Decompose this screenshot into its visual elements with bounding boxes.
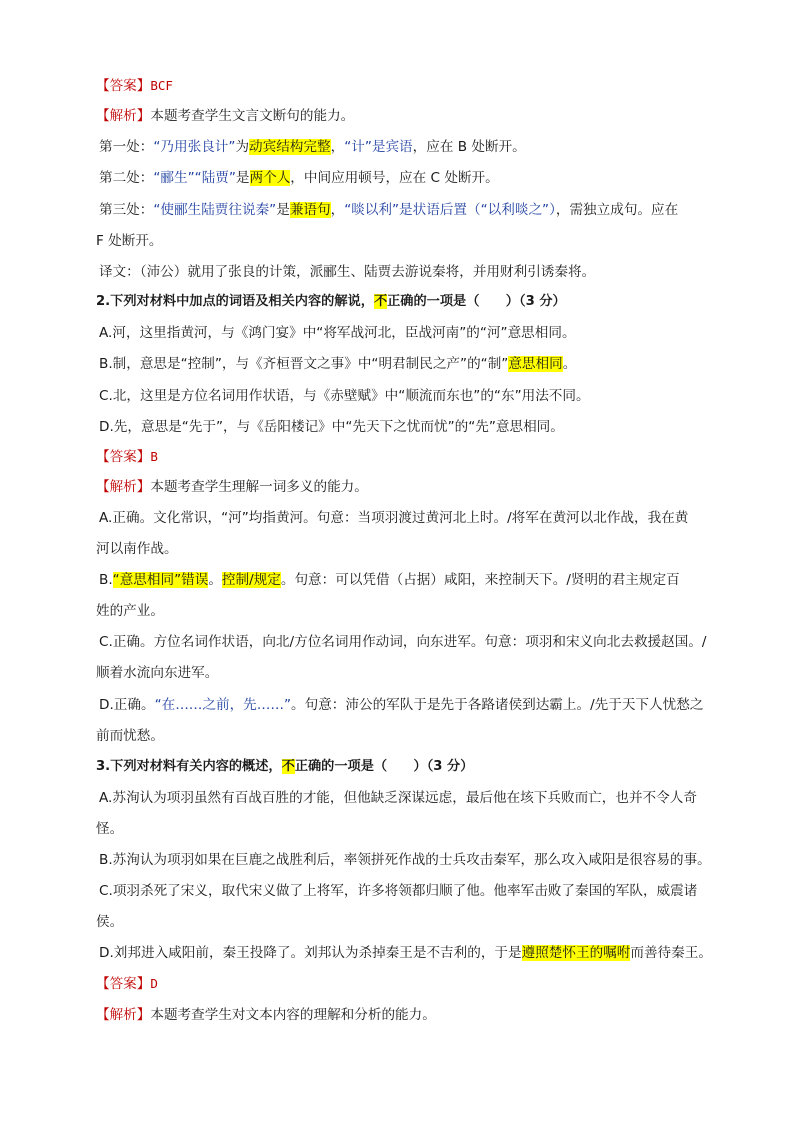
text-segment: D.刘邦进入咸阳前，秦王投降了。刘邦认为杀掉秦王是不吉利的，于是	[99, 945, 522, 961]
text-segment: 【解析】	[96, 108, 151, 124]
text-segment: D.正确。	[99, 697, 155, 713]
text-segment: ，	[330, 202, 345, 218]
line-q2	[96, 292, 726, 312]
text-segment: 而善待秦王。	[630, 945, 712, 961]
text-segment: ，中间应用顿号，应在 C 处断开。	[290, 170, 499, 186]
line-e2a2	[96, 539, 726, 559]
text-segment: 【解析】	[96, 1007, 151, 1023]
line-e2c2	[96, 663, 726, 683]
text-segment: 侯。	[96, 914, 124, 930]
line-e2b2	[96, 601, 726, 621]
text-segment: 本题考查学生文言文断句的能力。	[150, 108, 355, 124]
text-segment: 第二处：	[99, 170, 154, 186]
text-segment: 两个人	[249, 170, 291, 186]
line-p1b	[99, 168, 729, 188]
text-segment: 河以南作战。	[96, 541, 178, 557]
line-q2a	[99, 323, 729, 343]
line-exp2	[96, 477, 726, 497]
text-segment: 正确的一项是（ ）（3 分）	[294, 759, 474, 774]
text-segment: BCF	[150, 78, 173, 93]
line-trans	[99, 262, 729, 282]
text-segment: ，	[330, 139, 345, 155]
line-e2c1	[99, 632, 729, 652]
line-e2a1	[99, 508, 729, 528]
text-segment: “使郦生陆贾往说秦”	[153, 202, 277, 218]
line-ans2	[96, 447, 726, 467]
line-q2d	[99, 417, 729, 437]
text-segment: “乃用张良计”	[153, 139, 236, 155]
text-segment: A.苏洵认为项羽虽然有百战百胜的才能，但他缺乏深谋远虑，最后他在垓下兵败而亡，也并不令人奇	[99, 790, 697, 806]
line-e2d2	[96, 726, 726, 746]
text-segment: ，应在 B 处断开。	[412, 139, 526, 155]
text-segment: 【答案】	[96, 449, 151, 465]
text-segment: B.苏洵认为项羽如果在巨鹿之战胜利后，率领拼死作战的士兵攻击秦军，那么攻入咸阳是很容易的事。	[99, 852, 711, 868]
text-segment: 不	[281, 759, 295, 774]
text-segment: 意思相同	[508, 356, 563, 372]
text-segment: B.制，意思是“控制”，与《齐桓晋文之事》中“明君制民之产”的“制”	[99, 356, 509, 372]
text-segment: “在……之前，先……”	[154, 697, 292, 713]
text-segment: 动宾结构完整	[249, 139, 331, 155]
text-segment: 是	[276, 202, 290, 218]
text-segment: 。	[562, 356, 577, 372]
line-q2b	[99, 354, 729, 374]
line-q3d	[99, 943, 729, 963]
text-segment: “意思相同”	[112, 572, 182, 588]
text-segment: B	[150, 449, 158, 464]
text-segment: “计”是宾语	[344, 139, 413, 155]
text-segment: C.正确。方位名词作状语，向北/方位名词用作动词，向东进军。句意：项羽和宋义向北去救援赵国。/	[99, 634, 707, 650]
line-ans1	[96, 76, 726, 96]
text-segment: 。句意：沛公的军队于是先于各路诸侯到达霸上。/先于天下人忧愁之	[291, 697, 704, 713]
text-segment: 【答案】	[96, 78, 151, 94]
line-p1c	[99, 200, 729, 220]
text-segment: D.先，意思是“先于”，与《岳阳楼记》中“先天下之忧而忧”的“先”意思相同。	[99, 419, 564, 435]
line-ans3	[96, 974, 726, 994]
text-segment: 本题考查学生理解一词多义的能力。	[150, 479, 368, 495]
line-q2c	[99, 386, 729, 406]
text-segment: ，需独立成句。应在	[555, 202, 679, 218]
text-segment: B.	[99, 572, 113, 588]
text-segment: 第三处：	[99, 202, 154, 218]
text-segment: 遵照楚怀王的嘱咐	[521, 945, 631, 961]
text-segment: 不	[373, 294, 388, 309]
line-exp3	[96, 1005, 726, 1025]
text-segment: A.正确。文化常识，“河”均指黄河。句意：当项羽渡过黄河北上时。/将军在黄河以北作战，我在黄	[99, 510, 689, 526]
text-segment: 。句意：可以凭借（占据）咸阳，来控制天下。/贤明的君主规定百	[280, 572, 680, 588]
text-segment: 是	[235, 170, 250, 186]
line-q3b	[99, 850, 729, 870]
text-segment: /规定	[249, 572, 281, 588]
text-segment: C.北，这里是方位名词用作状语，与《赤壁赋》中“顺流而东也”的“东”用法不同。	[99, 388, 590, 404]
text-segment: 怪。	[96, 821, 124, 837]
line-p1a	[99, 137, 729, 157]
text-segment: C.项羽杀死了宋义，取代宋义做了上将军，许多将领都归顺了他。他率军击败了秦国的军队，威震诸	[99, 883, 698, 899]
line-e2d1	[99, 695, 729, 715]
text-segment: A.河，这里指黄河，与《鸿门宴》中“将军战河北，臣战河南”的“河”意思相同。	[99, 325, 576, 341]
line-exp1	[96, 106, 726, 126]
text-segment: 。	[208, 572, 222, 588]
text-segment: 本题考查学生对文本内容的理解和分析的能力。	[150, 1007, 436, 1023]
text-segment: 兼语句	[289, 202, 331, 218]
text-segment: 【解析】	[96, 479, 151, 495]
line-q3a2	[96, 819, 726, 839]
line-q3c2	[96, 912, 726, 932]
text-segment: 控制	[221, 572, 250, 588]
text-segment: 前而忧愁。	[96, 728, 164, 744]
text-segment: F 处断开。	[96, 233, 163, 249]
line-p1d	[96, 231, 726, 251]
line-q3c1	[99, 881, 729, 901]
text-segment: “郦生”“陆贾”	[153, 170, 236, 186]
text-segment: “啖以利”是状语后置（“以利啖之”）	[344, 202, 556, 218]
text-segment: 正确的一项是（ ）（3 分）	[387, 294, 566, 309]
line-e2b1	[99, 570, 729, 590]
text-segment: 错误	[181, 572, 209, 588]
text-segment: 【答案】	[96, 976, 151, 992]
text-segment: 2.下列对材料中加点的词语及相关内容的解说，	[96, 294, 374, 309]
text-segment: D	[150, 976, 158, 991]
line-q3a1	[99, 788, 729, 808]
text-segment: 为	[235, 139, 250, 155]
line-q3	[96, 757, 726, 777]
text-segment: 3.下列对材料有关内容的概述，	[96, 759, 282, 774]
text-segment: 顺着水流向东进军。	[96, 665, 219, 681]
text-segment: 译文：（沛公）就用了张良的计策，派郦生、陆贾去游说秦将，并用财利引诱秦将。	[99, 264, 596, 280]
text-segment: 姓的产业。	[96, 603, 164, 619]
text-segment: 第一处：	[99, 139, 154, 155]
